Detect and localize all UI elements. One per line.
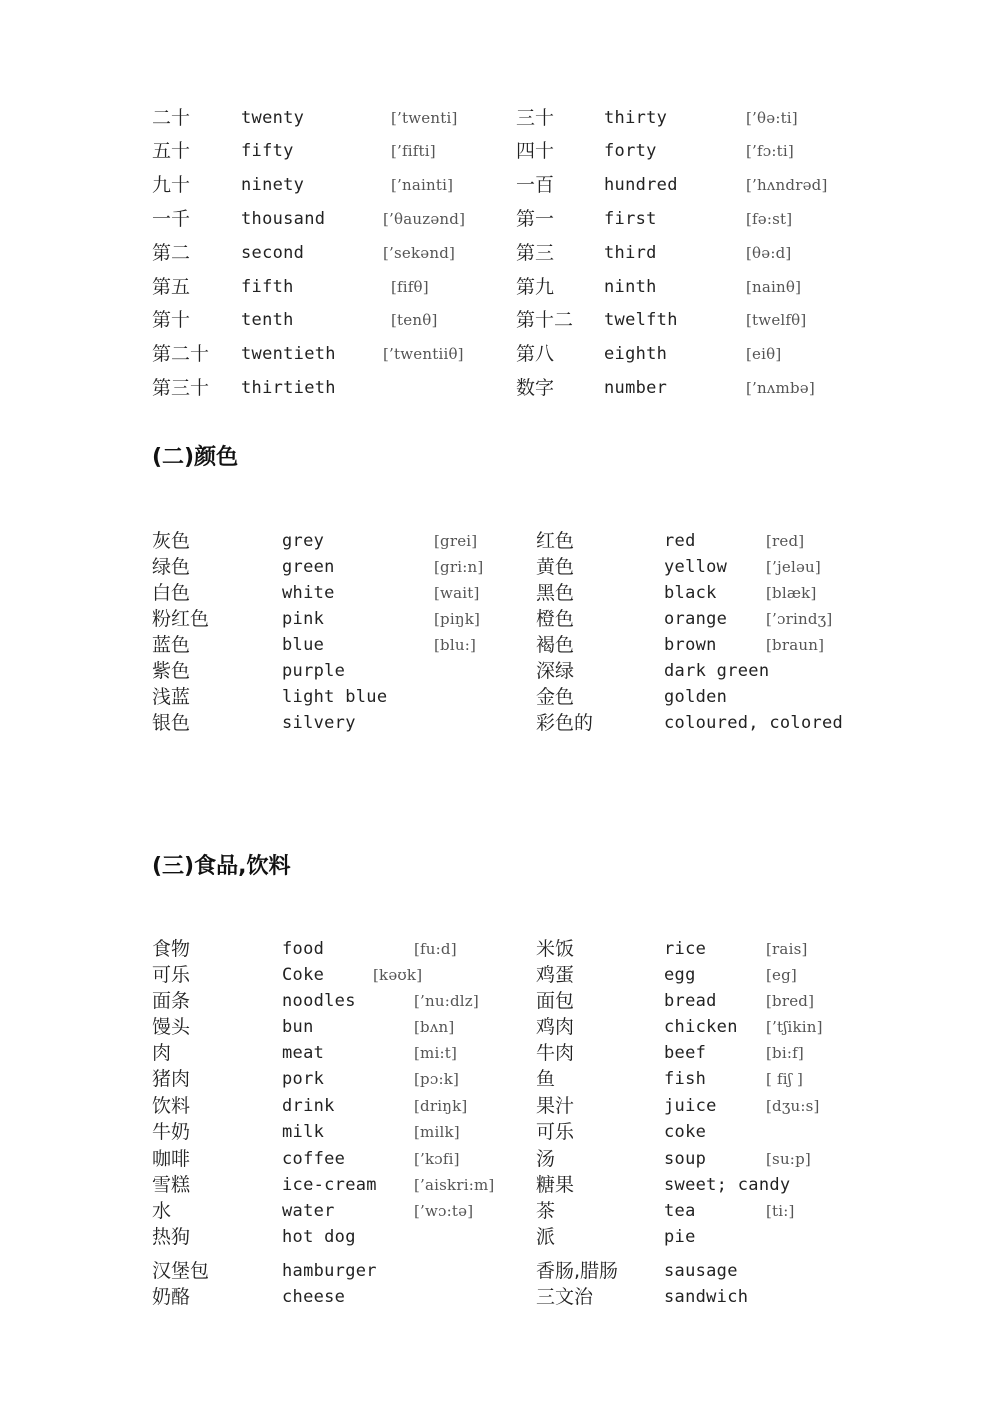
chinese-word: 第二十 <box>152 343 210 365</box>
phonetic: [mi:t] <box>414 1044 458 1062</box>
chinese-word: 黄色 <box>536 556 575 578</box>
english-word: thirty <box>604 108 668 128</box>
chinese-word: 绿色 <box>152 556 191 578</box>
phonetic: [θə:d] <box>746 244 792 262</box>
chinese-word: 第十二 <box>516 309 574 331</box>
english-word: beef <box>664 1043 707 1063</box>
chinese-word: 饮料 <box>152 1095 191 1117</box>
phonetic: [grei] <box>434 532 478 550</box>
vocab-row <box>0 1282 1000 1312</box>
english-word: green <box>282 557 335 577</box>
section-title-colors: (二)颜色 <box>152 445 239 470</box>
english-word: ninety <box>241 175 305 195</box>
phonetic: [’aiskri:m] <box>414 1176 495 1194</box>
phonetic: [nainθ] <box>746 278 802 296</box>
phonetic: [’kɔfi] <box>414 1150 460 1168</box>
chinese-word: 银色 <box>152 712 191 734</box>
english-word: ninth <box>604 277 657 297</box>
chinese-word: 粉红色 <box>152 608 210 630</box>
english-word: juice <box>664 1096 717 1116</box>
phonetic: [’twenti] <box>391 109 458 127</box>
english-word: food <box>282 939 325 959</box>
english-word: meat <box>282 1043 325 1063</box>
phonetic: [’jeləu] <box>766 558 821 576</box>
english-word: purple <box>282 661 346 681</box>
vocab-row <box>0 204 1000 234</box>
english-word: hundred <box>604 175 678 195</box>
english-word: drink <box>282 1096 335 1116</box>
english-word: ice-cream <box>282 1175 377 1195</box>
vocab-row <box>0 305 1000 335</box>
english-word: black <box>664 583 717 603</box>
english-word: sweet; candy <box>664 1175 791 1195</box>
english-word: fifty <box>241 141 294 161</box>
phonetic: [’θauzənd] <box>383 210 466 228</box>
chinese-word: 鸡蛋 <box>536 964 575 986</box>
phonetic: [bred] <box>766 992 815 1010</box>
chinese-word: 二十 <box>152 107 191 129</box>
chinese-word: 汉堡包 <box>152 1260 210 1282</box>
phonetic: [pɔ:k] <box>414 1070 460 1088</box>
vocab-row <box>0 339 1000 369</box>
chinese-word: 香肠,腊肠 <box>536 1260 619 1282</box>
chinese-word: 鸡肉 <box>536 1016 575 1038</box>
phonetic: [ti:] <box>766 1202 795 1220</box>
vocab-row <box>0 1222 1000 1252</box>
english-word: third <box>604 243 657 263</box>
chinese-word: 第十 <box>152 309 191 331</box>
english-word: yellow <box>664 557 728 577</box>
chinese-word: 第九 <box>516 276 555 298</box>
english-word: egg <box>664 965 696 985</box>
english-word: milk <box>282 1122 325 1142</box>
english-word: Coke <box>282 965 325 985</box>
chinese-word: 蓝色 <box>152 634 191 656</box>
vocab-row <box>0 708 1000 738</box>
english-word: coloured, colored <box>664 713 844 733</box>
chinese-word: 肉 <box>152 1042 172 1064</box>
english-word: twelfth <box>604 310 678 330</box>
chinese-word: 彩色的 <box>536 712 594 734</box>
phonetic: [fə:st] <box>746 210 793 228</box>
chinese-word: 橙色 <box>536 608 575 630</box>
phonetic: [wait] <box>434 584 480 602</box>
phonetic: [’θə:ti] <box>746 109 798 127</box>
english-word: red <box>664 531 696 551</box>
chinese-word: 灰色 <box>152 530 191 552</box>
chinese-word: 三十 <box>516 107 555 129</box>
phonetic: [’twentiiθ] <box>383 345 464 363</box>
chinese-word: 数字 <box>516 377 555 399</box>
chinese-word: 深绿 <box>536 660 575 682</box>
chinese-word: 九十 <box>152 174 191 196</box>
chinese-word: 红色 <box>536 530 575 552</box>
chinese-word: 四十 <box>516 140 555 162</box>
english-word: dark green <box>664 661 770 681</box>
chinese-word: 鱼 <box>536 1068 556 1090</box>
english-word: thirtieth <box>241 378 336 398</box>
phonetic: [eg] <box>766 966 797 984</box>
english-word: sandwich <box>664 1287 749 1307</box>
phonetic: [milk] <box>414 1123 460 1141</box>
english-word: noodles <box>282 991 356 1011</box>
chinese-word: 五十 <box>152 140 191 162</box>
chinese-word: 雪糕 <box>152 1174 191 1196</box>
chinese-word: 牛肉 <box>536 1042 575 1064</box>
english-word: number <box>604 378 668 398</box>
english-word: pink <box>282 609 325 629</box>
english-word: white <box>282 583 335 603</box>
english-word: hot dog <box>282 1227 356 1247</box>
phonetic: [driŋk] <box>414 1097 468 1115</box>
phonetic: [dʒu:s] <box>766 1097 820 1115</box>
phonetic: [twelfθ] <box>746 311 807 329</box>
chinese-word: 第三十 <box>152 377 210 399</box>
chinese-word: 糖果 <box>536 1174 575 1196</box>
phonetic: [fifθ] <box>391 278 429 296</box>
english-word: soup <box>664 1149 707 1169</box>
english-word: hamburger <box>282 1261 377 1281</box>
english-word: golden <box>664 687 728 707</box>
english-word: grey <box>282 531 325 551</box>
chinese-word: 第二 <box>152 242 191 264</box>
english-word: silvery <box>282 713 356 733</box>
phonetic: [’wɔ:tə] <box>414 1202 474 1220</box>
vocab-row <box>0 373 1000 403</box>
chinese-word: 第五 <box>152 276 191 298</box>
phonetic: [bi:f] <box>766 1044 804 1062</box>
chinese-word: 浅蓝 <box>152 686 191 708</box>
chinese-word: 米饭 <box>536 938 575 960</box>
vocab-row <box>0 272 1000 302</box>
vocab-row <box>0 1117 1000 1147</box>
english-word: orange <box>664 609 728 629</box>
phonetic: [’sekənd] <box>383 244 456 262</box>
phonetic: [’ɔrindʒ] <box>766 610 833 628</box>
chinese-word: 三文治 <box>536 1286 594 1308</box>
vocab-row <box>0 103 1000 133</box>
chinese-word: 奶酪 <box>152 1286 191 1308</box>
english-word: coffee <box>282 1149 346 1169</box>
english-word: coke <box>664 1122 707 1142</box>
english-word: bun <box>282 1017 314 1037</box>
english-word: twenty <box>241 108 305 128</box>
phonetic: [su:p] <box>766 1150 811 1168</box>
phonetic: [’nu:dlz] <box>414 992 479 1010</box>
chinese-word: 茶 <box>536 1200 556 1222</box>
vocab-row <box>0 1064 1000 1094</box>
chinese-word: 汤 <box>536 1148 556 1170</box>
phonetic: [’fifti] <box>391 142 436 160</box>
chinese-word: 黑色 <box>536 582 575 604</box>
chinese-word: 水 <box>152 1200 172 1222</box>
chinese-word: 牛奶 <box>152 1121 191 1143</box>
chinese-word: 馒头 <box>152 1016 191 1038</box>
phonetic: [piŋk] <box>434 610 481 628</box>
english-word: sausage <box>664 1261 738 1281</box>
vocab-row <box>0 170 1000 200</box>
vocab-row <box>0 136 1000 166</box>
chinese-word: 褐色 <box>536 634 575 656</box>
phonetic: [blæk] <box>766 584 817 602</box>
chinese-word: 第八 <box>516 343 555 365</box>
chinese-word: 面条 <box>152 990 191 1012</box>
phonetic: [rais] <box>766 940 808 958</box>
english-word: second <box>241 243 305 263</box>
phonetic: [tenθ] <box>391 311 438 329</box>
chinese-word: 食物 <box>152 938 191 960</box>
phonetic: [eiθ] <box>746 345 782 363</box>
english-word: chicken <box>664 1017 738 1037</box>
phonetic: [bʌn] <box>414 1018 455 1036</box>
english-word: fifth <box>241 277 294 297</box>
chinese-word: 果汁 <box>536 1095 575 1117</box>
english-word: fish <box>664 1069 707 1089</box>
chinese-word: 可乐 <box>152 964 191 986</box>
phonetic: [red] <box>766 532 805 550</box>
english-word: rice <box>664 939 707 959</box>
english-word: bread <box>664 991 717 1011</box>
chinese-word: 可乐 <box>536 1121 575 1143</box>
phonetic: [braun] <box>766 636 825 654</box>
chinese-word: 金色 <box>536 686 575 708</box>
english-word: pork <box>282 1069 325 1089</box>
english-word: blue <box>282 635 325 655</box>
chinese-word: 面包 <box>536 990 575 1012</box>
english-word: pie <box>664 1227 696 1247</box>
english-word: eighth <box>604 344 668 364</box>
english-word: forty <box>604 141 657 161</box>
english-word: light blue <box>282 687 388 707</box>
phonetic: [ fiʃ ] <box>766 1070 804 1088</box>
chinese-word: 白色 <box>152 582 191 604</box>
chinese-word: 第一 <box>516 208 555 230</box>
english-word: tea <box>664 1201 696 1221</box>
phonetic: [’hʌndrəd] <box>746 176 828 194</box>
section-title-food: (三)食品,饮料 <box>152 854 291 879</box>
chinese-word: 派 <box>536 1226 556 1248</box>
english-word: brown <box>664 635 717 655</box>
phonetic: [’nʌmbə] <box>746 379 815 397</box>
english-word: first <box>604 209 657 229</box>
phonetic: [blu:] <box>434 636 477 654</box>
phonetic: [fu:d] <box>414 940 457 958</box>
english-word: cheese <box>282 1287 346 1307</box>
phonetic: [gri:n] <box>434 558 484 576</box>
english-word: water <box>282 1201 335 1221</box>
phonetic: [’fɔ:ti] <box>746 142 794 160</box>
chinese-word: 紫色 <box>152 660 191 682</box>
english-word: twentieth <box>241 344 336 364</box>
phonetic: [’tʃikin] <box>766 1018 823 1036</box>
chinese-word: 咖啡 <box>152 1148 191 1170</box>
phonetic: [’nainti] <box>391 176 454 194</box>
chinese-word: 一千 <box>152 208 191 230</box>
phonetic: [kəʊk] <box>373 966 423 984</box>
chinese-word: 猪肉 <box>152 1068 191 1090</box>
english-word: thousand <box>241 209 326 229</box>
vocab-row <box>0 238 1000 268</box>
chinese-word: 第三 <box>516 242 555 264</box>
chinese-word: 热狗 <box>152 1226 191 1248</box>
chinese-word: 一百 <box>516 174 555 196</box>
english-word: tenth <box>241 310 294 330</box>
